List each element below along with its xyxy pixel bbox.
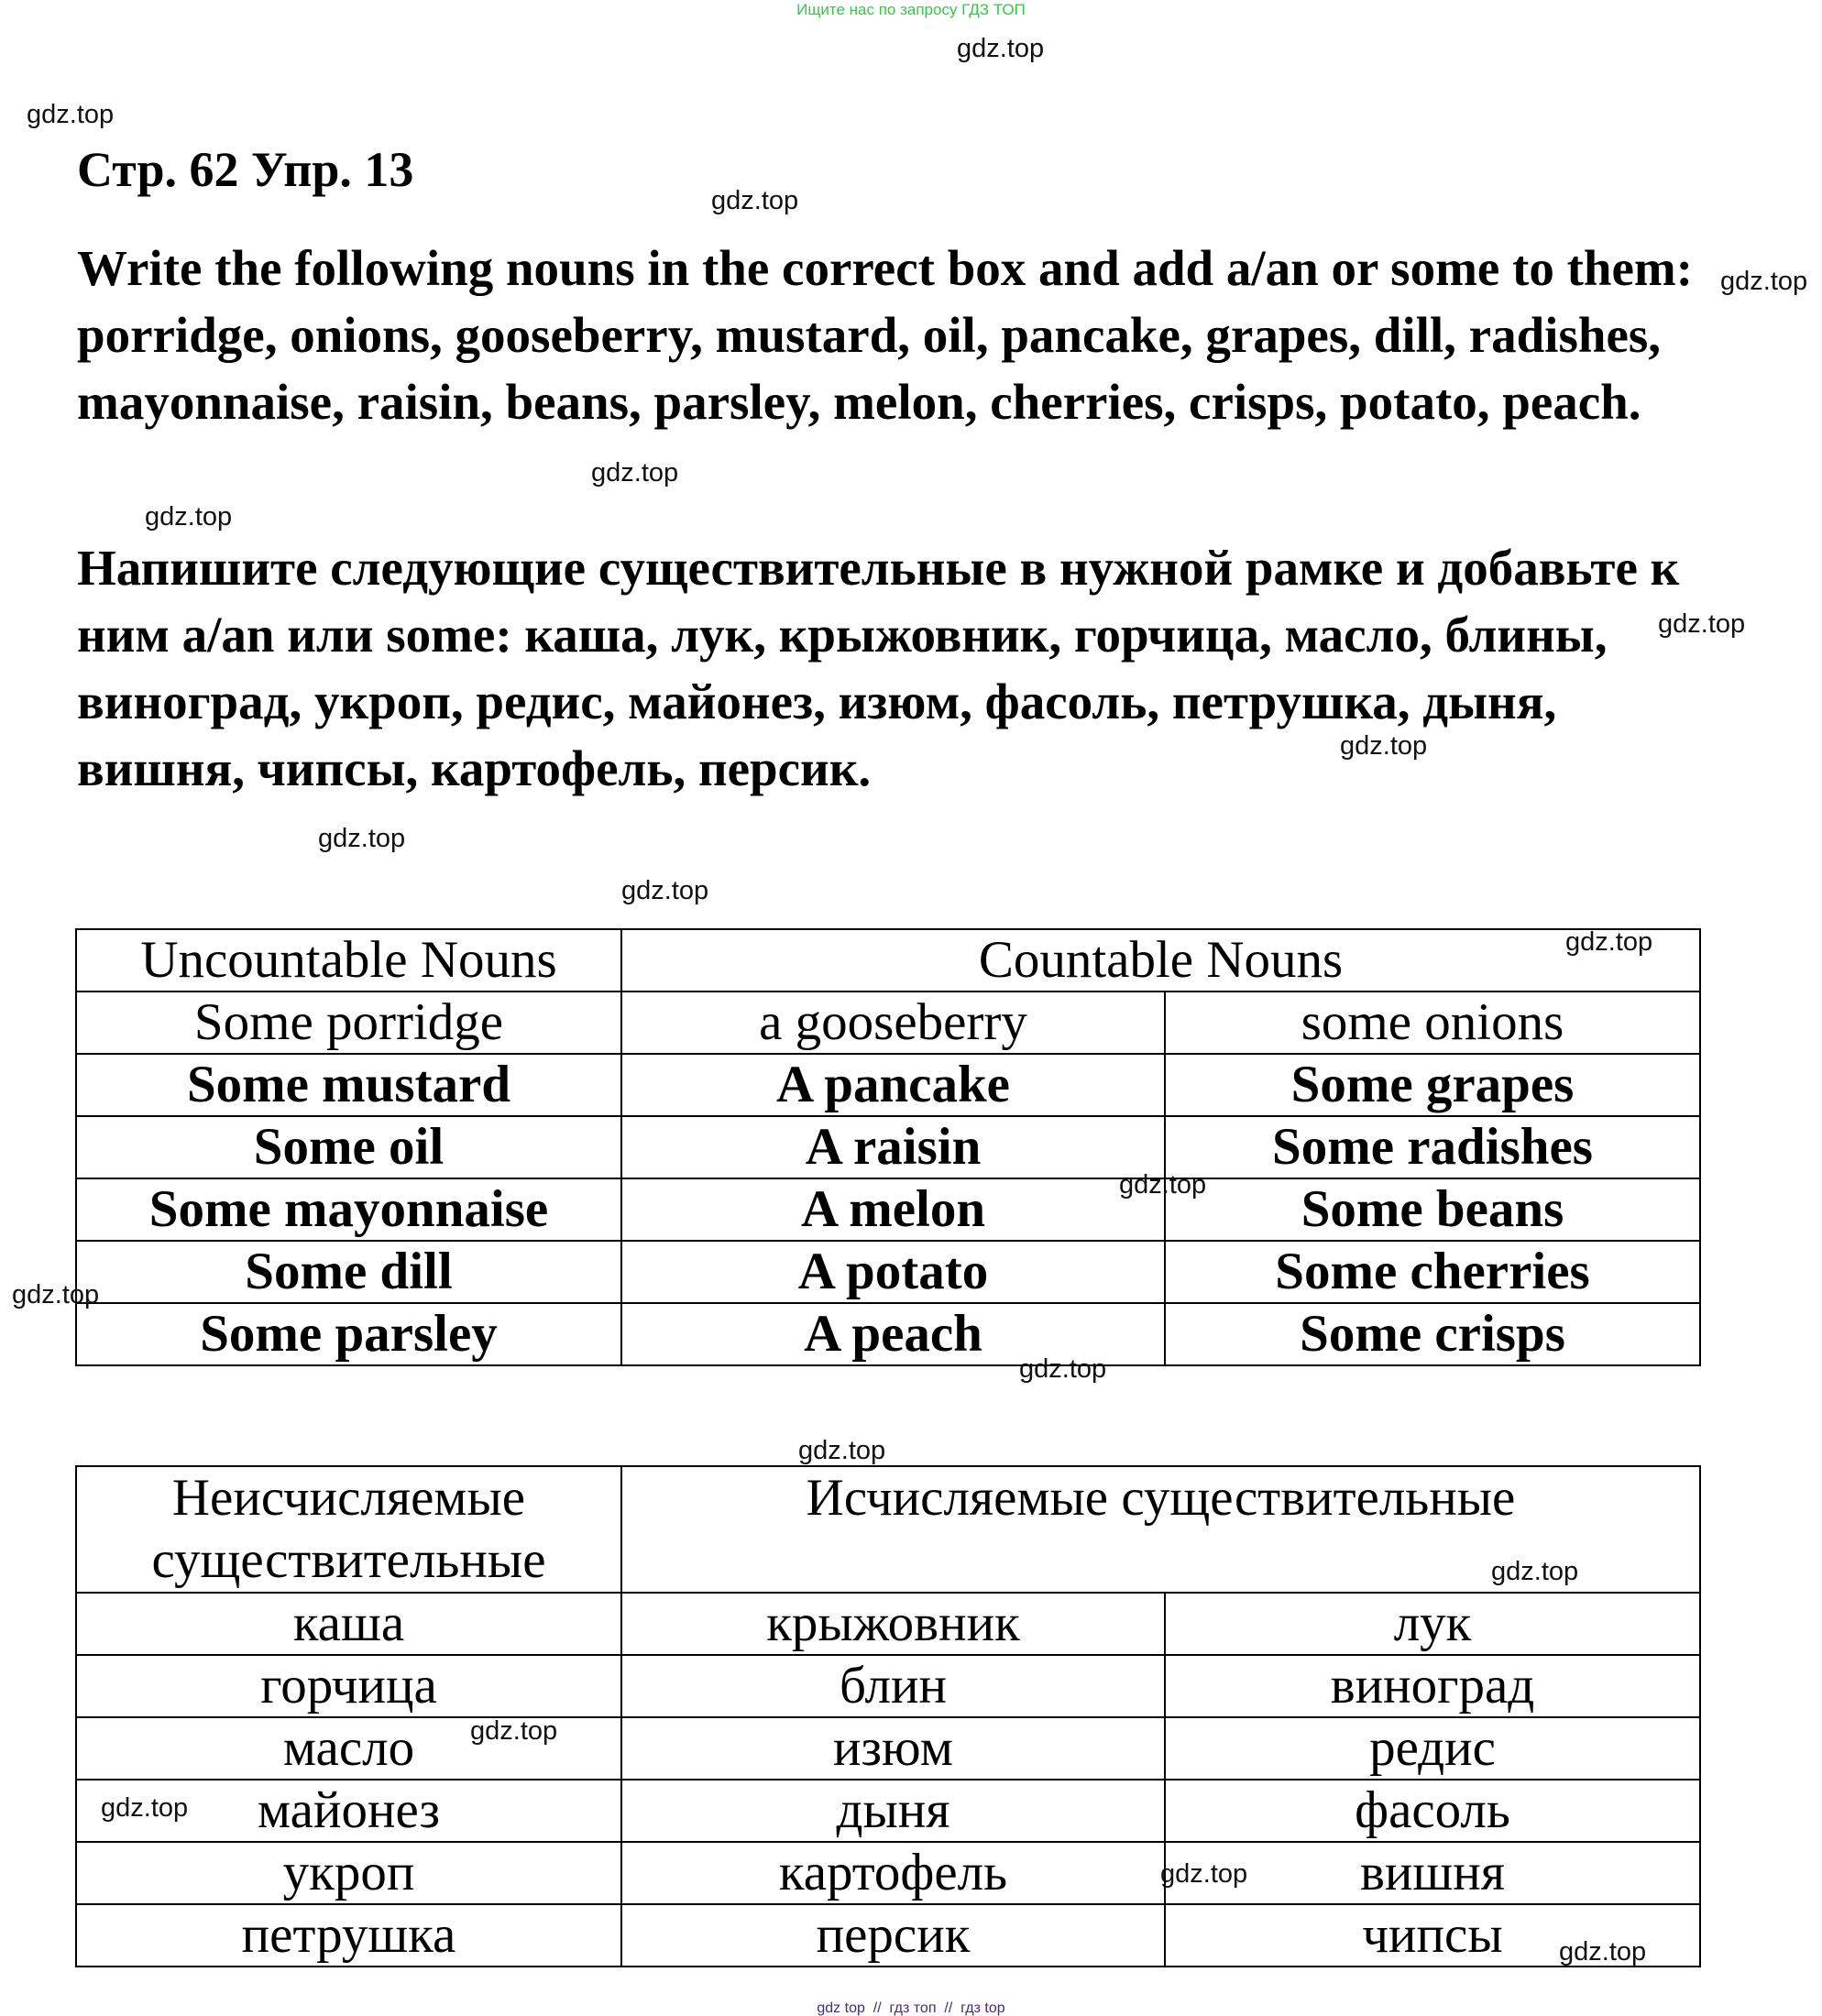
table-row (76, 992, 1700, 1054)
cell-countable-singular: блин (621, 1655, 1165, 1717)
cell-countable-plural: Some crisps (1165, 1303, 1700, 1365)
watermark: gdz.top (1720, 267, 1808, 296)
watermark: gdz.top (27, 100, 115, 129)
table-row (76, 1241, 1700, 1303)
watermark: gdz.top (798, 1436, 886, 1465)
watermark: gdz.top (1019, 1354, 1107, 1384)
cell-uncountable: петрушка (76, 1904, 621, 1967)
cell-uncountable: Some oil (76, 1116, 621, 1178)
cell-uncountable: Some mustard (76, 1054, 621, 1116)
watermark: gdz.top (318, 824, 406, 853)
cell-uncountable: майонез (76, 1780, 621, 1842)
cell-countable-plural: фасоль (1165, 1780, 1700, 1842)
header-uncountable: Uncountable Nouns (76, 929, 621, 992)
watermark: gdz.top (1658, 609, 1746, 639)
cell-countable-plural: Some beans (1165, 1178, 1700, 1241)
watermark: gdz.top (1160, 1859, 1248, 1889)
table-row (76, 1780, 1700, 1842)
cell-countable-plural: вишня (1165, 1842, 1700, 1904)
header-countable: Исчисляемые существительные (621, 1466, 1700, 1593)
answer-table-english (75, 928, 1701, 1366)
cell-countable-singular: крыжовник (621, 1593, 1165, 1655)
watermark: gdz.top (1340, 731, 1428, 761)
watermark: gdz.top (470, 1716, 558, 1746)
table-row (76, 1904, 1700, 1967)
instructions-russian: Напишите следующие существительные в нужной рамке и добавьте к ним a/an или some: каша, лук, крыжовник, горчица, масло, блины, виноград, укроп, редис, майонез, изюм, фасоль, петрушка, дыня, вишня, чипсы, картофель, персик. (77, 540, 1680, 796)
cell-countable-plural: Some radishes (1165, 1116, 1700, 1178)
cell-countable-singular: a gooseberry (621, 992, 1165, 1054)
table-row (76, 1593, 1700, 1655)
table-row (76, 1178, 1700, 1241)
cell-uncountable: каша (76, 1593, 621, 1655)
cell-countable-plural: редис (1165, 1717, 1700, 1780)
cell-uncountable: масло (76, 1717, 621, 1780)
top-search-note: Ищите нас по запросу ГДЗ ТОП (796, 1, 1026, 18)
watermark: gdz.top (145, 502, 233, 531)
cell-countable-singular: A potato (621, 1241, 1165, 1303)
cell-uncountable: Some dill (76, 1241, 621, 1303)
table-header-row (76, 929, 1700, 992)
watermark: gdz.top (101, 1793, 189, 1823)
table-row (76, 1717, 1700, 1780)
table-row (76, 1655, 1700, 1717)
header-uncountable: Неисчисляемые существительные (76, 1466, 621, 1593)
table-row (76, 1054, 1700, 1116)
cell-uncountable: Some porridge (76, 992, 621, 1054)
watermark: gdz.top (1119, 1170, 1207, 1200)
cell-uncountable: укроп (76, 1842, 621, 1904)
cell-countable-singular: изюм (621, 1717, 1165, 1780)
page-title: Стр. 62 Упр. 13 (77, 142, 414, 197)
watermark: gdz.top (1565, 927, 1653, 957)
cell-countable-plural: чипсы (1165, 1904, 1700, 1967)
cell-countable-singular: A pancake (621, 1054, 1165, 1116)
cell-countable-singular: дыня (621, 1780, 1165, 1842)
watermark: gdz.top (12, 1280, 100, 1309)
cell-countable-singular: A raisin (621, 1116, 1165, 1178)
watermark: gdz.top (1559, 1937, 1647, 1967)
watermark: gdz.top (711, 186, 799, 215)
header-countable: Countable Nouns (621, 929, 1700, 992)
watermark: gdz.top (621, 876, 709, 905)
watermark: gdz.top (591, 458, 679, 488)
table-row (76, 1303, 1700, 1365)
cell-countable-singular: картофель (621, 1842, 1165, 1904)
instructions-english: Write the following nouns in the correct box and add a/an or some to them: porridge, onions, gooseberry, mustard, oil, pancake, grapes, dill, radishes, mayonnaise, raisin, beans, parsley, melon, cherries, crisps, potato, peach. (77, 240, 1694, 430)
cell-countable-plural: Some grapes (1165, 1054, 1700, 1116)
cell-countable-plural: Some cherries (1165, 1241, 1700, 1303)
cell-countable-singular: персик (621, 1904, 1165, 1967)
answer-table-russian (75, 1465, 1701, 1967)
cell-countable-plural: some onions (1165, 992, 1700, 1054)
cell-countable-plural: виноград (1165, 1655, 1700, 1717)
cell-uncountable: Some parsley (76, 1303, 621, 1365)
cell-uncountable: Some mayonnaise (76, 1178, 621, 1241)
watermark: gdz.top (1491, 1557, 1579, 1586)
table-header-row (76, 1466, 1700, 1593)
footer-links: gdz top // гдз топ // гдз top (817, 2000, 1005, 2016)
watermark: gdz.top (957, 34, 1045, 63)
cell-countable-singular: A peach (621, 1303, 1165, 1365)
table-row (76, 1116, 1700, 1178)
cell-countable-plural: лук (1165, 1593, 1700, 1655)
cell-uncountable: горчица (76, 1655, 621, 1717)
table-row (76, 1842, 1700, 1904)
cell-countable-singular: A melon (621, 1178, 1165, 1241)
